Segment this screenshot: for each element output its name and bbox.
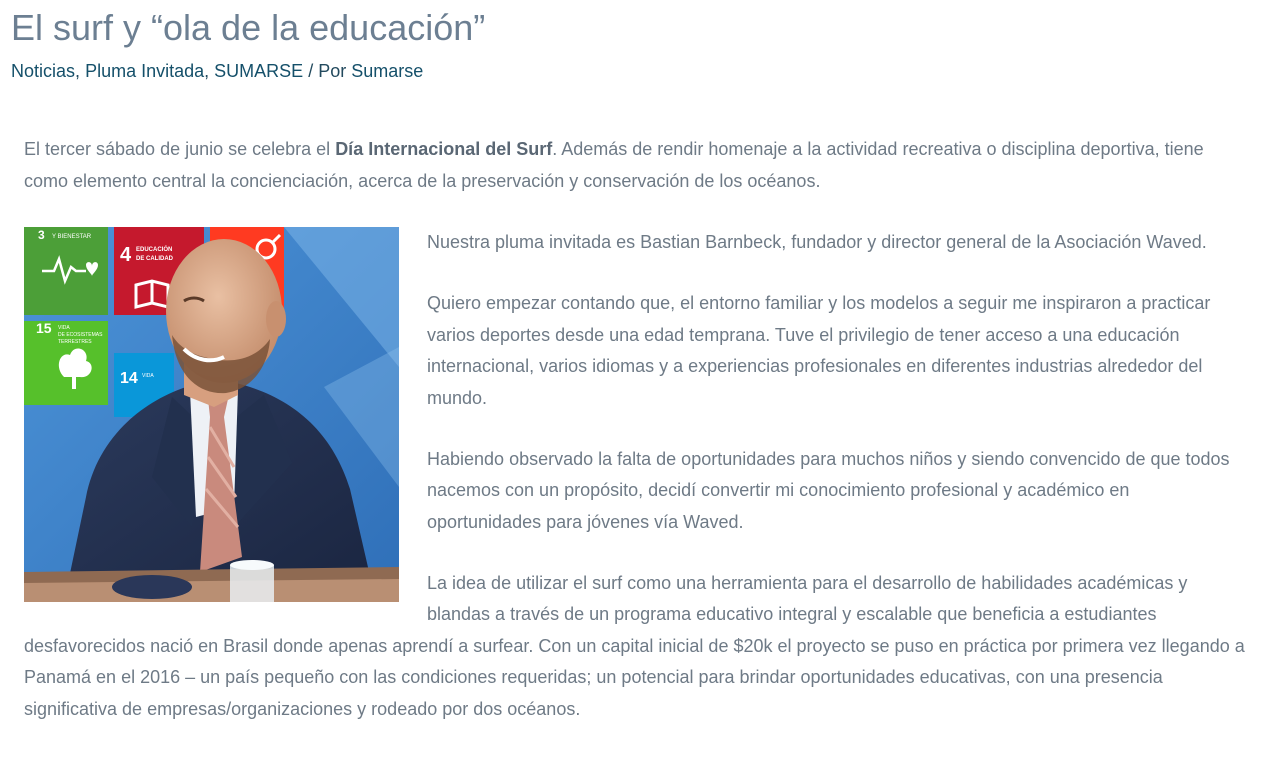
paragraph-guest-intro: Nuestra pluma invitada es Bastian Barnbeck, fundador y director general de la Asociación Waved. bbox=[427, 232, 1207, 252]
tile-4-label-line2: DE CALIDAD bbox=[136, 256, 173, 262]
byline-prefix: / Por bbox=[308, 61, 347, 81]
post-title: El surf y “ola de la educación” bbox=[11, 7, 486, 48]
tile-15-label-line2: DE ECOSISTEMAS bbox=[58, 332, 103, 338]
category-link-noticias[interactable]: Noticias bbox=[11, 61, 76, 81]
author-link[interactable]: Sumarse bbox=[351, 61, 424, 81]
tile-14-number: 14 bbox=[120, 370, 138, 387]
intro-text-before: El tercer sábado de junio se celebra el bbox=[24, 139, 336, 159]
paragraph-surf-idea: La idea de utilizar el surf como una herramienta para el desarrollo de habilidades académicas y blandas a través de un programa educativo integral y escalable que beneficia a estudiantes desfavorecidos nació en Brasil donde apenas aprendí a surfear. Con un capital inicial de $20k el proyecto se puso en práctica por primera vez llegando a Panamá en el 2016 – un país pequeño con las condiciones requeridas; un potencial para brindar oportunidades educativas, con una presencia significativa de empresas/organizaciones y rodeado por dos océanos. bbox=[24, 572, 1245, 719]
tile-15-label-line1: VIDA bbox=[58, 325, 70, 331]
intro-paragraph bbox=[24, 134, 1246, 197]
tile-4-label-line1: EDUCACIÓN bbox=[136, 247, 173, 253]
guest-author-photo bbox=[24, 227, 399, 602]
surf-day-highlight: Día Internacional del Surf bbox=[335, 139, 553, 159]
category-link-sumarse[interactable]: SUMARSE bbox=[214, 61, 304, 81]
tile-4-number: 4 bbox=[120, 244, 132, 266]
category-link-pluma-invitada[interactable]: Pluma Invitada bbox=[85, 61, 205, 81]
paragraph-background: Quiero empezar contando que, el entorno familiar y los modelos a seguir me inspiraron a practicar varios deportes desde una edad temprana. Tuve el privilegio de tener acceso a una educación internacional, varios idiomas y a experiencias profesionales en diferentes industrias alrededor del mundo. bbox=[427, 293, 1211, 408]
tile-15-label-line3: TERRESTRES bbox=[58, 339, 92, 345]
paragraph-purpose: Habiendo observado la falta de oportunidades para muchos niños y siendo convencido de que todos nacemos con un propósito, decidí convertir mi conocimiento profesional y académico en oportunidades para jóvenes vía Waved. bbox=[427, 448, 1230, 532]
category-separator: , bbox=[75, 61, 81, 81]
article-body bbox=[24, 134, 1246, 755]
tile-3-number: 3 bbox=[38, 228, 45, 242]
post-meta bbox=[11, 58, 423, 84]
tile-14-label: VIDA bbox=[142, 373, 154, 379]
tile-3-label: Y BIENESTAR bbox=[52, 234, 92, 240]
tile-15-number: 15 bbox=[36, 320, 52, 336]
intro-text-after: . Además de rendir homenaje a la actividad recreativa o disciplina deportiva, tiene como elemento central la concienciación, acerca de la preservación y conservación de los océanos. bbox=[24, 139, 1204, 191]
category-separator: , bbox=[204, 61, 210, 81]
